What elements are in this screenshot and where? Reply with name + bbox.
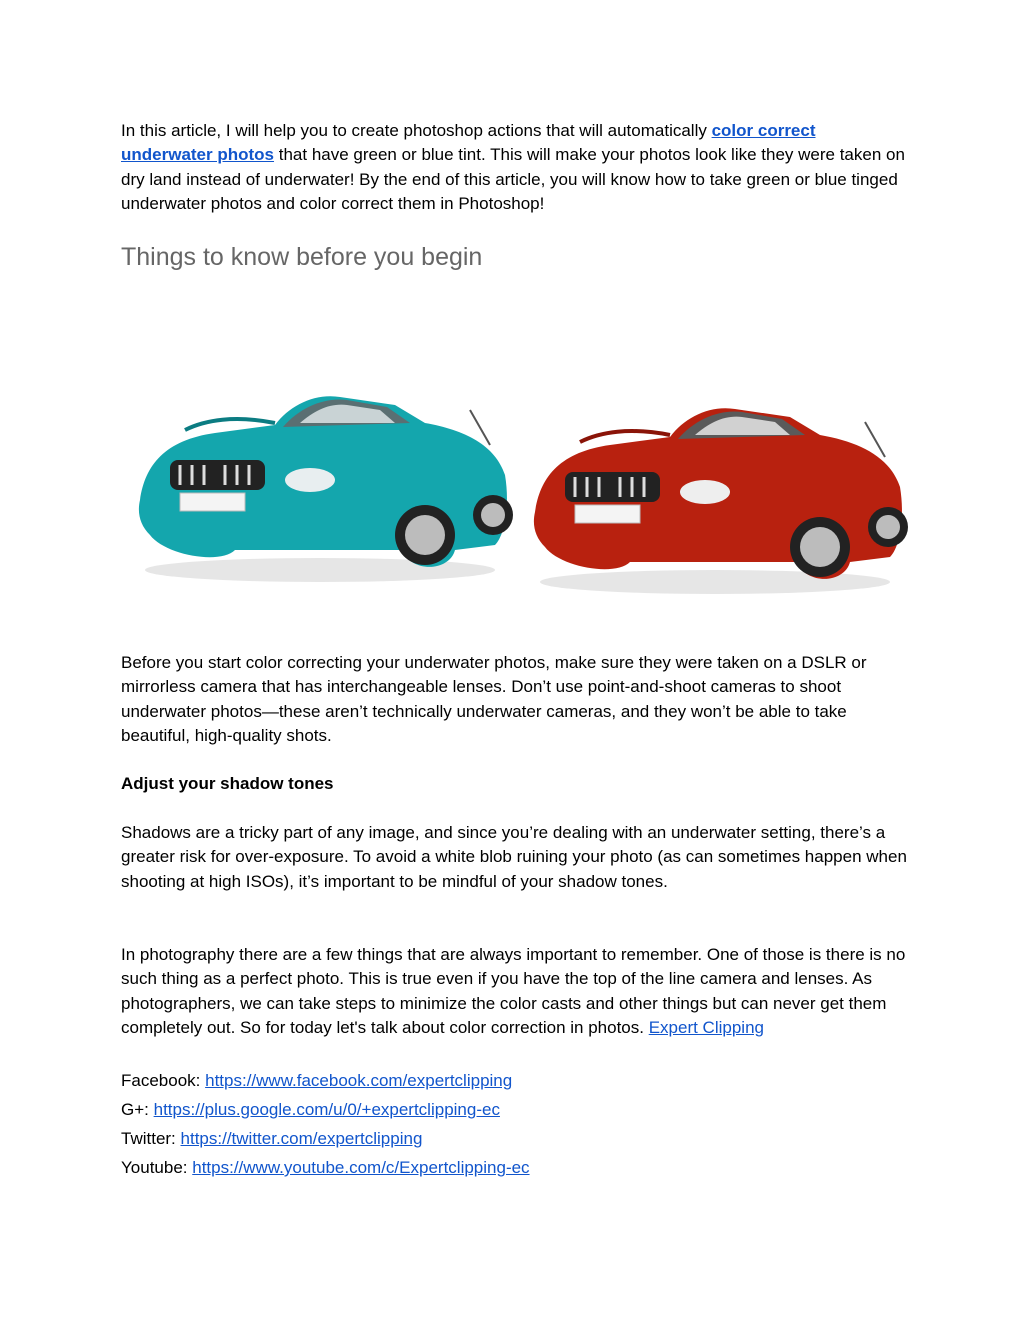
- gplus-link[interactable]: https://plus.google.com/u/0/+expertclipping-ec: [153, 1100, 500, 1119]
- link-line-1: color correct: [711, 121, 816, 140]
- twitter-label: Twitter:: [121, 1129, 181, 1148]
- gplus-label: G+:: [121, 1100, 154, 1119]
- teal-car: [139, 396, 513, 582]
- intro-text-end: that have green or blue tint. This will make your photos look like they were taken on dry land instead of underwater! By the end of this article, you will know how to take green or blue tinged underwater photos and color correct them in Photoshop!: [121, 145, 905, 213]
- shadow-subheading: Adjust your shadow tones: [121, 774, 334, 793]
- photography-text: In photography there are a few things that are always important to remember. One of those is there is no such thing as a perfect photo. This is true even if you have the top of the line camera and lenses. As photographers, we can take steps to minimize the color casts and other things but can never get them completely out. So for today let's talk about color correction in photos.: [121, 945, 906, 1037]
- photography-paragraph: [121, 943, 911, 1040]
- gplus-line: [121, 1098, 500, 1122]
- cars-image: [125, 385, 910, 595]
- youtube-label: Youtube:: [121, 1158, 193, 1177]
- camera-paragraph: Before you start color correcting your underwater photos, make sure they were taken on a DSLR or mirrorless camera that has interchangeable lenses. Don’t use point-and-shoot cameras to shoot underwater photos—these aren’t technically underwater cameras, and they won’t be able to take beautiful, high-quality shots.: [121, 653, 867, 745]
- section-heading: Things to know before you begin: [121, 243, 483, 271]
- facebook-label: Facebook:: [121, 1071, 206, 1090]
- facebook-link[interactable]: https://www.facebook.com/expertclipping: [205, 1071, 513, 1090]
- cars-illustration: [125, 385, 910, 595]
- youtube-line: [121, 1156, 530, 1180]
- twitter-link[interactable]: https://twitter.com/expertclipping: [180, 1129, 423, 1148]
- twitter-line: [121, 1127, 422, 1151]
- youtube-link[interactable]: https://www.youtube.com/c/Expertclipping-ec: [192, 1158, 530, 1177]
- shadows-paragraph: Shadows are a tricky part of any image, and since you’re dealing with an underwater setting, there’s a greater risk for over-exposure. To avoid a white blob ruining your photo (as can sometimes happen when shooting at high ISOs), it’s important to be mindful of your shadow tones.: [121, 823, 907, 891]
- intro-paragraph: [121, 119, 911, 216]
- expert-clipping-link[interactable]: Expert Clipping: [648, 1017, 764, 1037]
- red-car: [534, 408, 908, 594]
- facebook-line: [121, 1069, 512, 1093]
- link-line-2: underwater photos: [121, 145, 275, 165]
- intro-text-start: In this article, I will help you to create photoshop actions that will automatically: [121, 121, 712, 140]
